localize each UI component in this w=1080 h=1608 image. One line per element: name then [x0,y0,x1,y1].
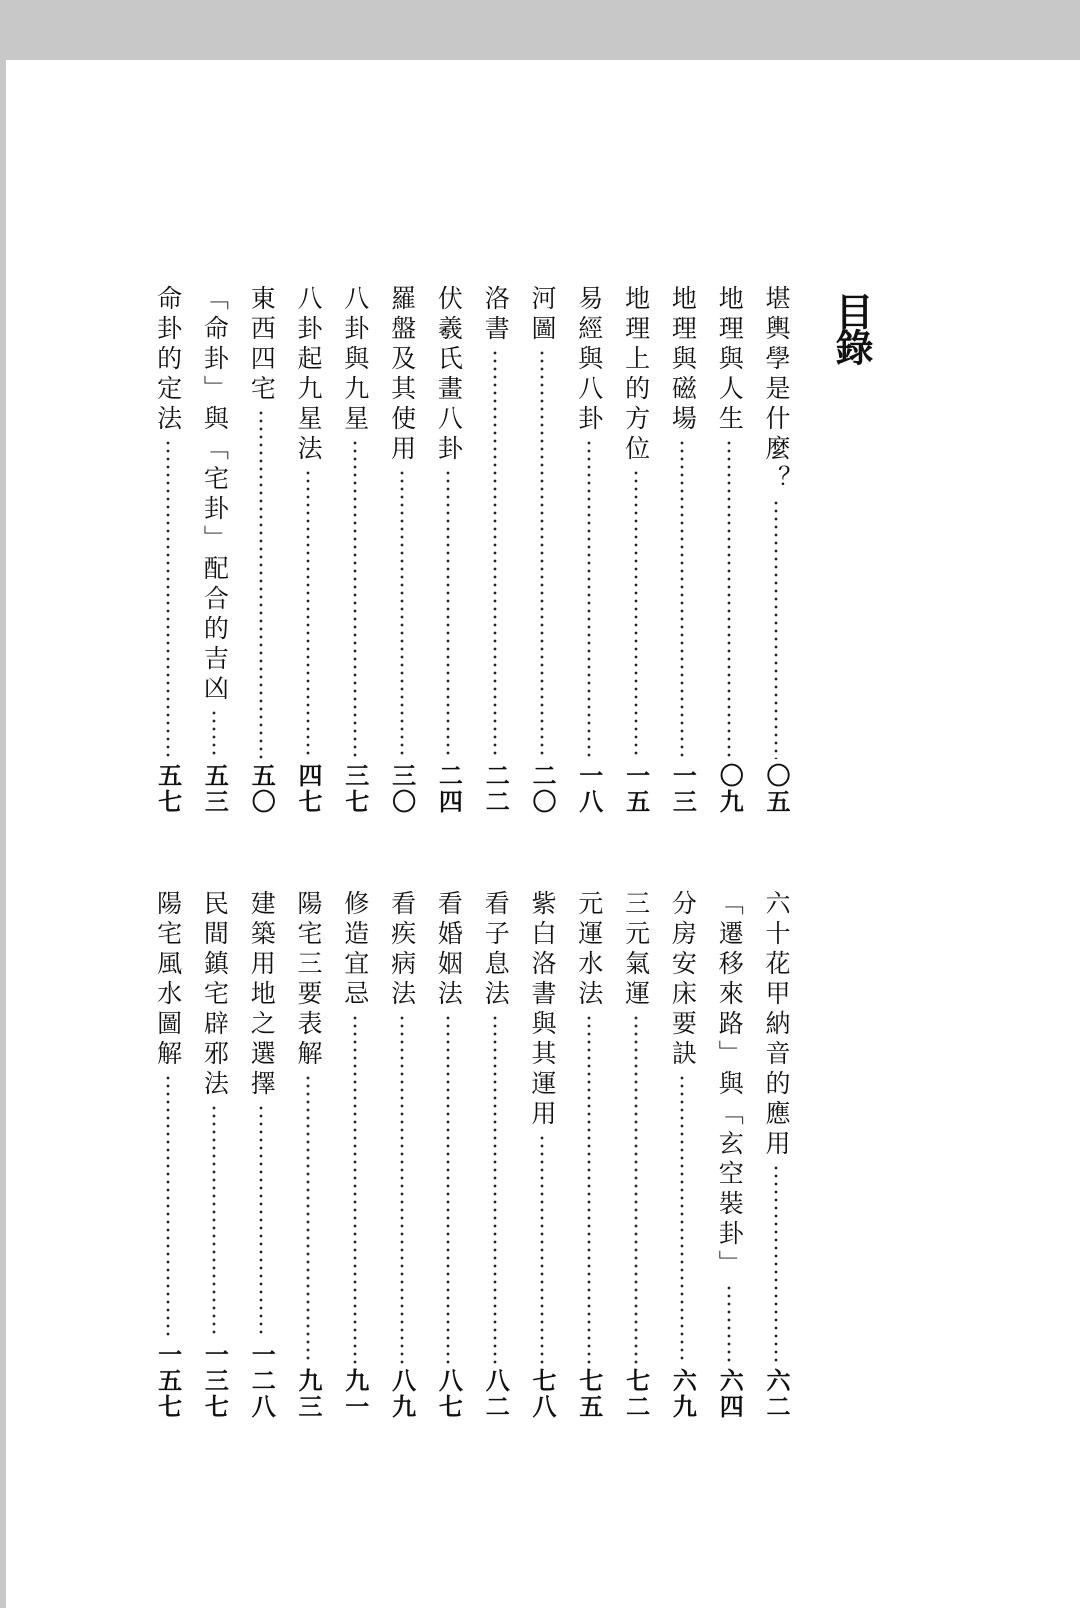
toc-page-number: 五三 [200,763,230,815]
dot-leader [446,1014,450,1364]
toc-entry-title: 六十花甲納音的應用 [762,890,791,1160]
toc-entry [475,890,515,1420]
toc-entry [194,890,234,1420]
toc-page-number: 七八 [528,1368,557,1420]
dot-leader [400,1014,404,1364]
toc-entry [428,285,468,815]
page-title: 目錄 [829,292,873,364]
toc-entry-title: 地理與磁場 [668,285,698,435]
toc-page-number: 〇五 [762,763,791,815]
toc-entry [756,285,796,815]
toc-entry-title: 易經與八卦 [574,285,604,435]
dot-leader [306,469,310,759]
dot-leader [493,1014,497,1364]
toc-entry [194,285,234,815]
toc-page-number: 五七 [153,763,183,815]
toc-page-number: 二〇 [528,763,557,815]
dot-leader [306,1074,310,1364]
dot-leader [587,439,591,759]
toc-entry [756,890,796,1420]
toc-entry [709,285,749,815]
toc-page-number: 一三 [668,763,698,815]
dot-leader [540,1134,544,1364]
dot-leader [774,1164,778,1364]
dot-leader [634,469,638,759]
toc-entry-title: 地理與人生 [715,285,745,435]
toc-page-number: 六九 [668,1368,698,1420]
book-page [6,60,1080,1608]
toc-entry-title: 八卦與九星 [340,285,370,435]
dot-leader [400,469,404,759]
toc-page-number: 〇九 [715,763,745,815]
toc-page-number: 五〇 [247,763,277,815]
dot-leader [493,349,497,759]
toc-entry-title: 堪輿學是什麼？ [762,285,791,495]
toc-page-number: 一五七 [153,1342,183,1420]
toc-entry-title: 洛書 [481,285,511,345]
toc-entry [335,890,375,1420]
dot-leader [166,439,170,759]
dot-leader [353,439,357,759]
toc-entry-title: 建築用地之選擇 [247,890,277,1100]
toc-page-number: 三〇 [387,763,417,815]
toc-entry [382,890,422,1420]
dot-leader [166,1074,170,1338]
toc-entry [288,890,328,1420]
toc-entry-title: 三元氣運 [621,890,651,1010]
dot-leader [259,1104,263,1338]
toc-entry [569,890,609,1420]
toc-page-number: 六二 [762,1368,791,1420]
dot-leader [727,439,731,759]
dot-leader [540,349,544,759]
dot-leader [774,499,778,759]
toc-entry-title: 紫白洛書與其運用 [528,890,557,1130]
toc-page-number: 一二八 [247,1342,277,1420]
toc-entry-title: 河圖 [528,285,557,345]
toc-entry-title: 東西四宅 [247,285,277,405]
toc-page-number: 四七 [294,763,323,815]
toc-entry [475,285,515,815]
toc-entry-title: 陽宅風水圖解 [153,890,183,1070]
toc-page-number: 二二 [481,763,511,815]
toc-entry-title: 民間鎮宅辟邪法 [200,890,230,1100]
toc-entry-title: 命卦的定法 [153,285,183,435]
dot-leader [446,469,450,759]
toc-entry [569,285,609,815]
toc-entry [382,285,422,815]
toc-entry-title: 羅盤及其使用 [387,285,417,465]
toc-page-number: 八九 [387,1368,417,1420]
toc-entry-title: 修造宜忌 [340,890,370,1010]
toc-entry-title: 分房安床要訣 [668,890,698,1070]
toc-entry [148,285,188,815]
toc-entry [241,285,281,815]
toc-entry-title: 「遷移來路」與「玄空裝卦」 [715,890,745,1280]
toc-entry [428,890,468,1420]
toc-entry-title: 地理上的方位 [621,285,651,465]
toc-page-number: 三七 [340,763,370,815]
toc-page-number: 一八 [574,763,604,815]
dot-leader [587,1014,591,1364]
toc-entry-title: 陽宅三要表解 [294,890,323,1070]
toc-entry [662,890,702,1420]
toc-page-number: 七二 [621,1368,651,1420]
toc-entry-title: 元運水法 [574,890,604,1010]
toc-page-number: 一五 [621,763,651,815]
toc-page-number: 八七 [434,1368,464,1420]
toc-page-number: 一三七 [200,1342,230,1420]
toc-entry-title: 看婚姻法 [434,890,464,1010]
toc-page-number: 六四 [715,1368,745,1420]
toc-entry [335,285,375,815]
toc-entry-title: 伏羲氏畫八卦 [434,285,464,465]
dot-leader [353,1014,357,1364]
toc-entry [616,285,656,815]
toc-entry [709,890,749,1420]
toc-entry [662,285,702,815]
dot-leader [680,1074,684,1364]
toc-page-number: 八二 [481,1368,511,1420]
toc-entry-title: 八卦起九星法 [294,285,323,465]
toc-entry [148,890,188,1420]
dot-leader [727,1284,731,1364]
dot-leader [212,1104,216,1338]
toc-entry-title: 看子息法 [481,890,511,1010]
toc-entry-title: 看疾病法 [387,890,417,1010]
toc-entry-title: 「命卦」與「宅卦」配合的吉凶 [200,285,230,705]
dot-leader [212,709,216,759]
toc-entry [616,890,656,1420]
toc-entry [241,890,281,1420]
toc-entry [522,285,562,815]
toc-entry [288,285,328,815]
toc-page-number: 九一 [340,1368,370,1420]
dot-leader [259,409,263,759]
dot-leader [680,439,684,759]
toc-page-number: 九三 [294,1368,323,1420]
toc-page-number: 七五 [574,1368,604,1420]
dot-leader [634,1014,638,1364]
toc-entry [522,890,562,1420]
toc-page-number: 二四 [434,763,464,815]
